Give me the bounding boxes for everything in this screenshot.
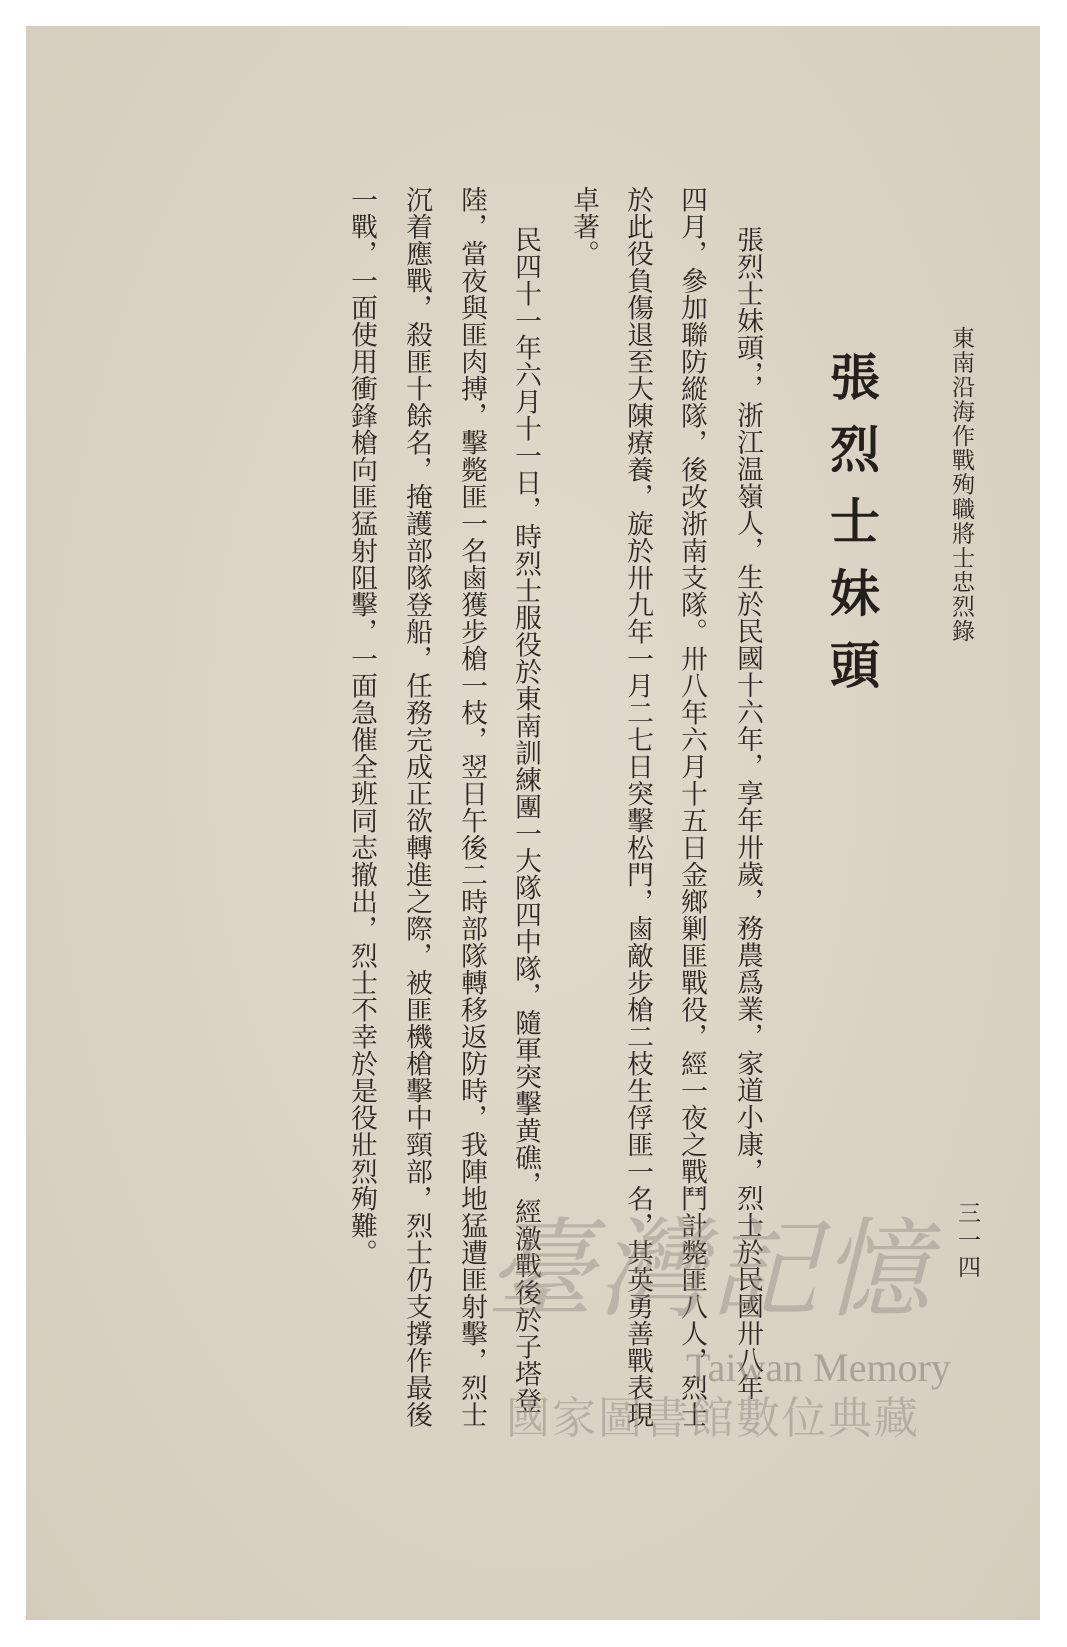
watermark-sub-text: 國家圖書館數位典藏 xyxy=(506,1393,920,1444)
body-column-8: 一戰，一面使用衝鋒槍向匪猛射阻擊，一面急催全班同志撤出，烈士不幸於是役壯烈殉難。 xyxy=(346,186,377,1266)
book-page xyxy=(26,26,1040,1620)
running-header: 東南沿海作戰殉職將士忠烈錄 xyxy=(948,326,974,644)
body-column-1: 張烈士妹頭，，浙江温嶺人，生於民國十六年，享年卅歲，務農爲業，家道小康，烈士於民國卅八年 xyxy=(732,226,763,1401)
body-column-2: 四月，參加聯防縱隊，後改浙南支隊。卅八年六月十五日金鄉剿匪戰役，經一夜之戰鬥計斃匪八人，烈士 xyxy=(676,186,707,1428)
page-number: 三一四 xyxy=(954,1201,980,1282)
body-column-4: 卓著。 xyxy=(568,186,599,267)
watermark-english-text: Taiwan Memory xyxy=(686,1345,951,1390)
watermark-main-text: 臺灣記憶 xyxy=(486,1208,935,1333)
body-column-6: 陸，當夜與匪肉搏，擊斃匪一名鹵獲步槍一枝，翌日午後二時部隊轉移返防時，我陣地猛遭匪射擊，烈士 xyxy=(456,186,487,1428)
body-column-3: 於此役負傷退至大陳療養，旋於卅九年一月二七日突擊松門，鹵敵步槍二枝生俘匪一名，其英勇善戰表現 xyxy=(622,186,653,1428)
chapter-title: 張烈士妹頭 xyxy=(822,351,881,711)
body-column-7: 沉着應戰，殺匪十餘名，掩護部隊登船，任務完成正欲轉進之際，被匪機槍擊中頸部，烈士仍支撐作最後 xyxy=(401,186,432,1428)
body-column-5: 民四十一年六月十一日，時烈士服役於東南訓練團一大隊四中隊，隨軍突擊黄礁，經激戰後於子塔登 xyxy=(510,226,541,1414)
